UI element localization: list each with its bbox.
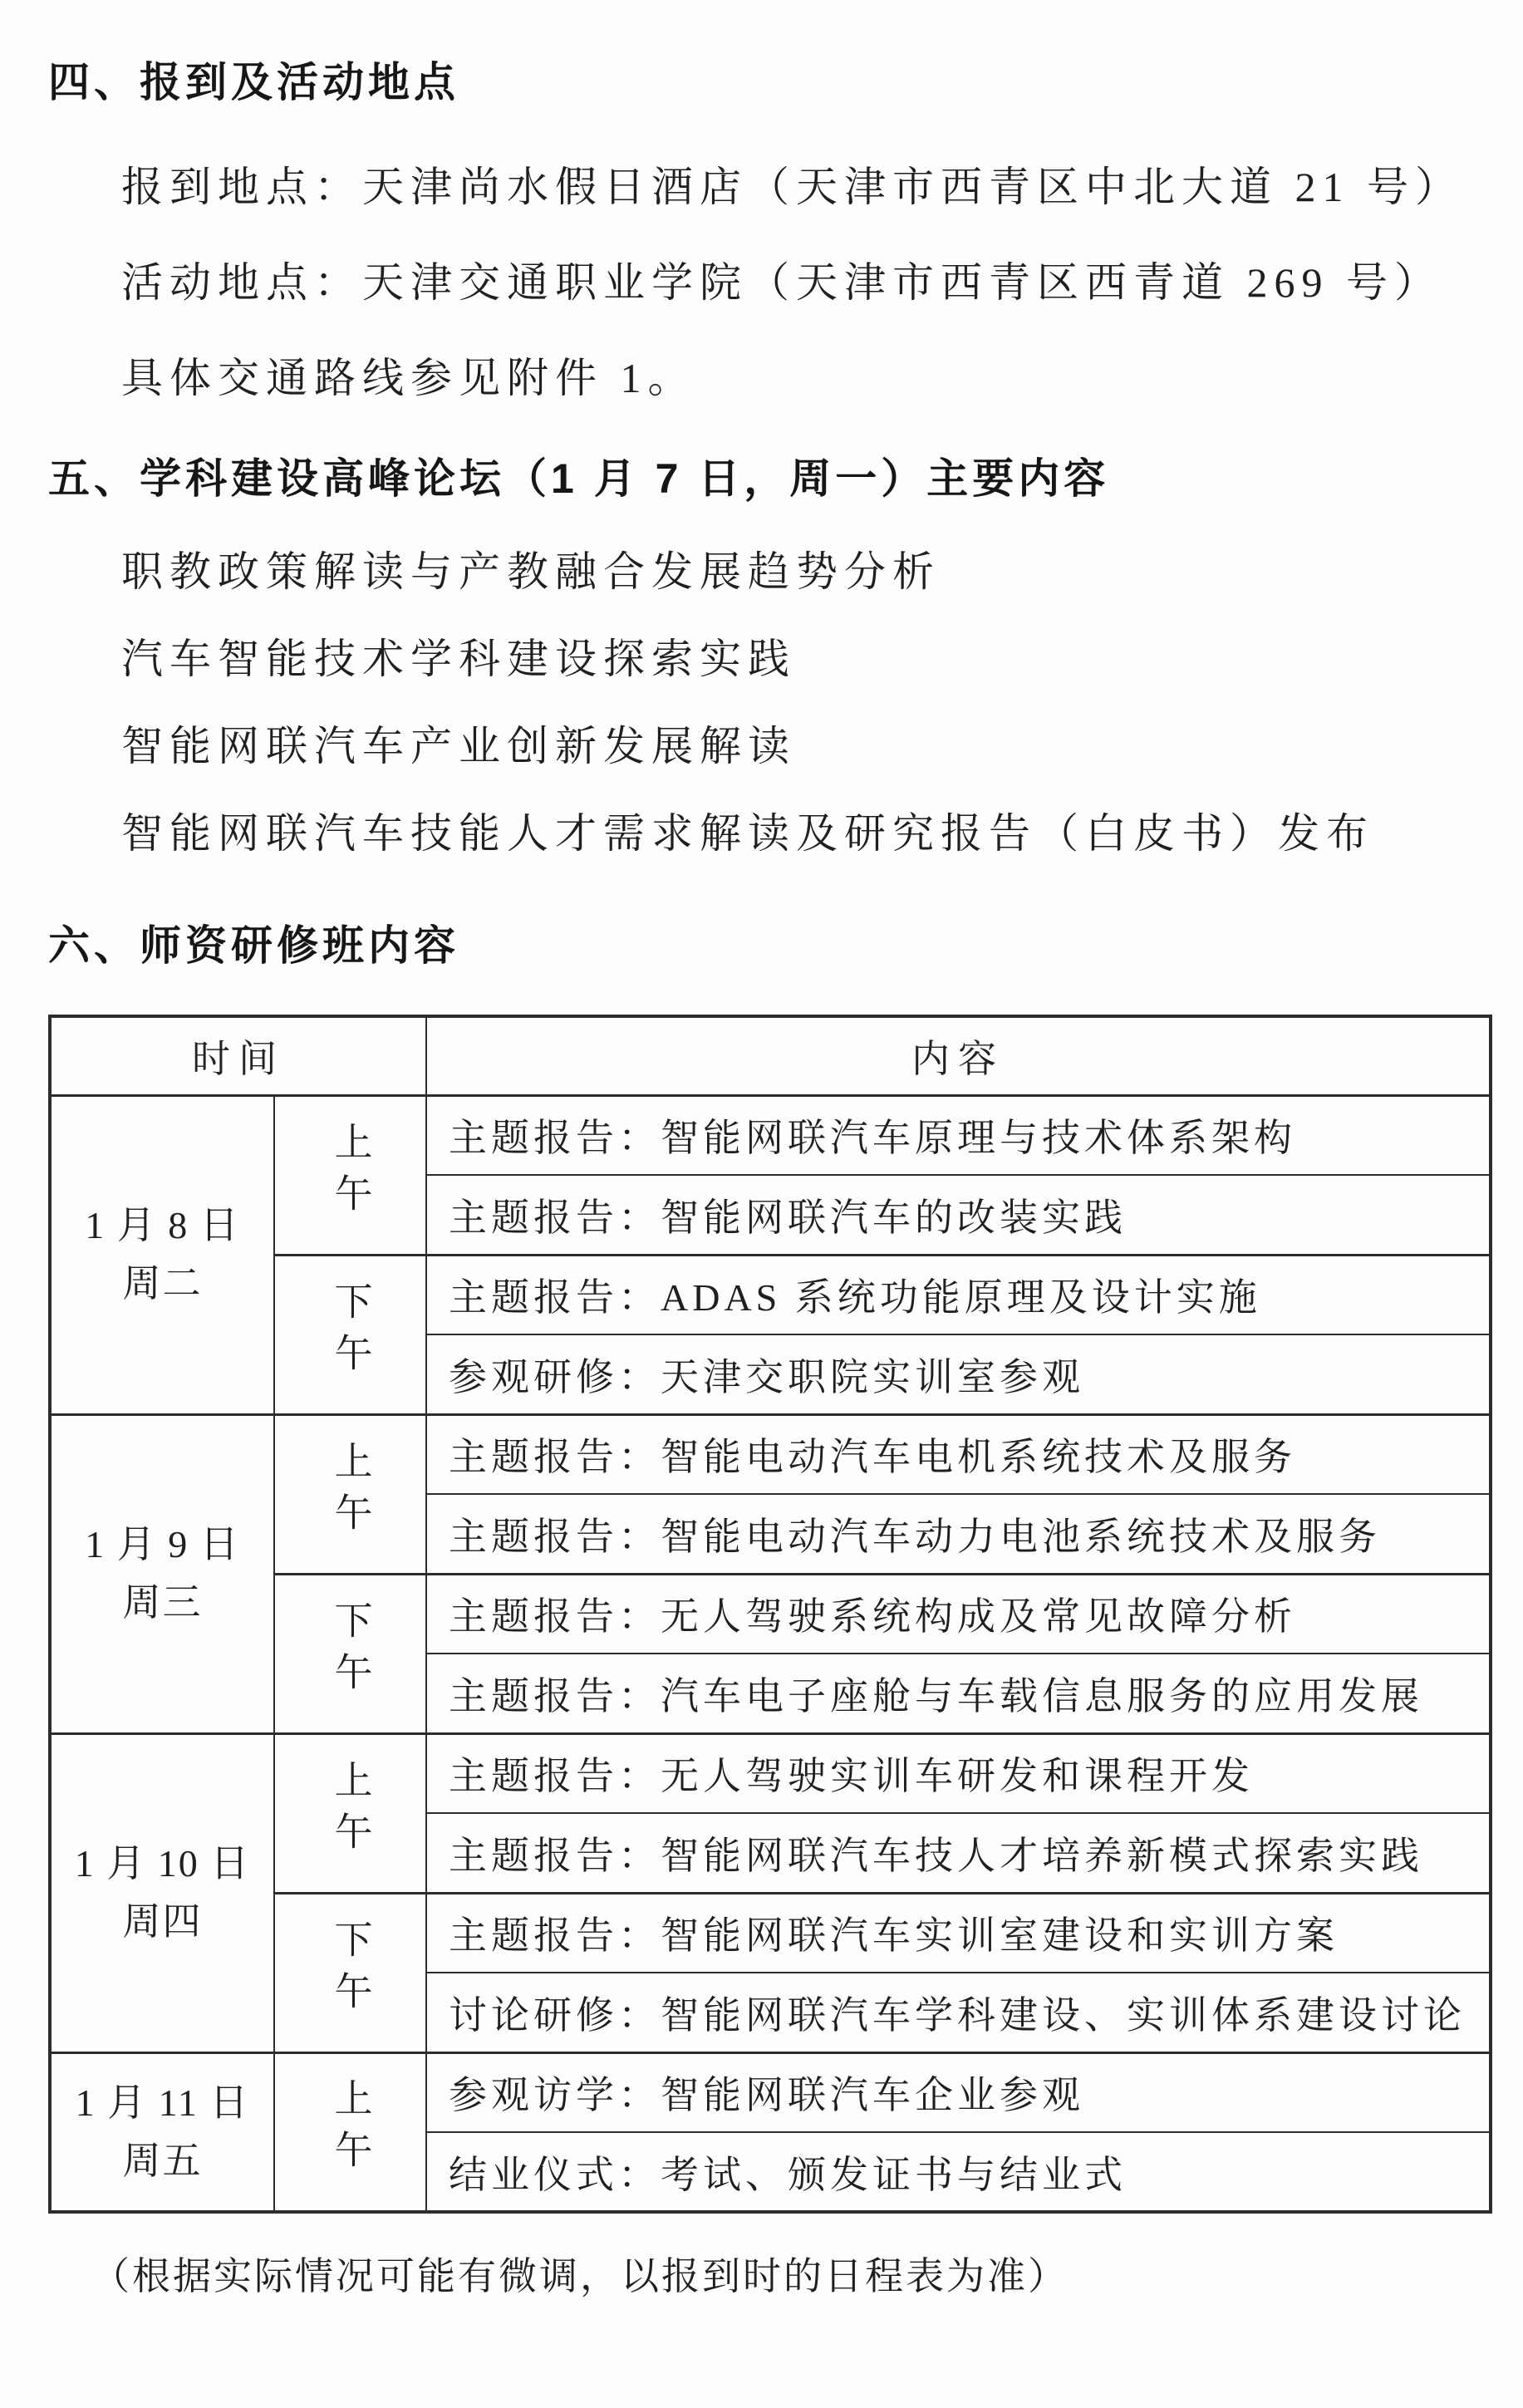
schedule-item: 主题报告：智能电动汽车电机系统技术及服务 [426,1414,1491,1494]
schedule-item: 参观研修：天津交职院实训室参观 [426,1334,1491,1414]
schedule-item: 主题报告：智能网联汽车实训室建设和实训方案 [426,1893,1491,1973]
section-training-class [48,917,1488,2302]
time-cell-am [274,1414,426,1574]
traffic-route-note-line: 具体交通路线参见附件 1。 [121,355,696,401]
time-cell-pm [274,1255,426,1414]
table-row [50,1095,1491,1175]
date-text: 1 月 8 日 [85,1204,240,1246]
date-cell-jan8 [50,1095,274,1414]
time-cell-am [274,1733,426,1893]
table-row [50,1733,1491,1813]
weekday-text: 周四 [122,1900,203,1943]
schedule-item: 主题报告：无人驾驶实训车研发和课程开发 [426,1733,1491,1813]
date-text: 1 月 9 日 [85,1523,240,1565]
time-label: 下午 [329,1600,372,1703]
time-cell-am [274,1095,426,1255]
schedule-item: 参观访学：智能网联汽车企业参观 [426,2052,1491,2132]
table-row [50,1414,1491,1494]
time-label: 上午 [329,1759,372,1863]
schedule-item: 主题报告：智能网联汽车的改装实践 [426,1175,1491,1255]
column-header-content: 内容 [426,1016,1491,1095]
date-text: 1 月 11 日 [75,2081,250,2124]
schedule-table [48,1015,1492,2214]
time-cell-am [274,2052,426,2212]
time-cell-pm [274,1893,426,2052]
schedule-adjustment-note: （根据实际情况可能有微调，以报到时的日程表为准） [91,2255,1069,2297]
schedule-item: 主题报告：智能网联汽车技人才培养新模式探索实践 [426,1813,1491,1893]
schedule-item: 主题报告：无人驾驶系统构成及常见故障分析 [426,1574,1491,1654]
registration-location-line: 报到地点：天津尚水假日酒店（天津市西青区中北大道 21 号） [121,164,1463,210]
section5-heading: 五、学科建设高峰论坛（1 月 7 日，周一）主要内容 [48,455,1110,502]
section-registration-locations [48,53,1488,402]
time-label: 下午 [329,1919,372,2022]
forum-item: 智能网联汽车技能人才需求解读及研究报告（白皮书）发布 [121,810,1374,857]
forum-item: 智能网联汽车产业创新发展解读 [121,723,796,769]
schedule-item: 主题报告：ADAS 系统功能原理及设计实施 [426,1255,1491,1334]
section-forum-content [48,450,1488,858]
weekday-text: 周二 [122,1262,203,1305]
weekday-text: 周五 [122,2139,203,2182]
schedule-item: 结业仪式：考试、颁发证书与结业式 [426,2132,1491,2212]
table-row [50,2052,1491,2132]
forum-item: 职教政策解读与产教融合发展趋势分析 [121,548,941,595]
date-cell-jan11 [50,2052,274,2212]
section6-heading: 六、师资研修班内容 [48,922,459,969]
event-location-line: 活动地点：天津交通职业学院（天津市西青区西青道 269 号） [121,259,1442,306]
date-text: 1 月 10 日 [74,1842,251,1885]
schedule-item: 讨论研修：智能网联汽车学科建设、实训体系建设讨论 [426,1973,1491,2052]
time-cell-pm [274,1574,426,1733]
time-label: 下午 [329,1280,372,1384]
section4-heading: 四、报到及活动地点 [48,59,459,106]
time-label: 上午 [329,1440,372,1544]
schedule-item: 主题报告：智能网联汽车原理与技术体系架构 [426,1095,1491,1175]
schedule-item: 主题报告：智能电动汽车动力电池系统技术及服务 [426,1494,1491,1574]
time-label: 上午 [329,2078,372,2182]
forum-item: 汽车智能技术学科建设探索实践 [121,636,796,682]
column-header-time: 时间 [50,1016,426,1095]
table-header-row [50,1016,1491,1095]
time-label: 上午 [329,1121,372,1225]
date-cell-jan9 [50,1414,274,1733]
date-cell-jan10 [50,1733,274,2052]
weekday-text: 周三 [122,1581,203,1624]
schedule-item: 主题报告：汽车电子座舱与车载信息服务的应用发展 [426,1654,1491,1733]
